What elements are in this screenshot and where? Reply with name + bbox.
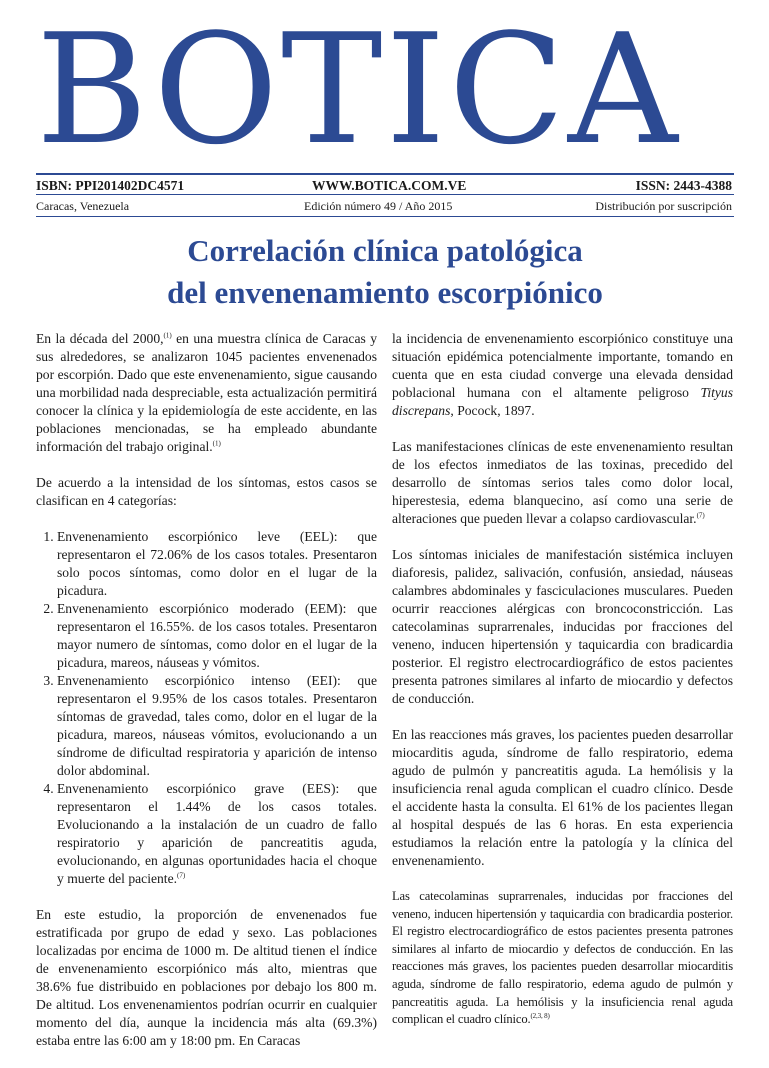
citation-ref: (7)	[177, 871, 186, 880]
citation-ref: (2,3, 8)	[530, 1011, 550, 1020]
website-link[interactable]: WWW.BOTICA.COM.VE	[312, 178, 467, 193]
isbn-label: ISBN: PPI201402DC4571	[36, 178, 185, 193]
article-title-line-2: del envenenamiento escorpiónico	[167, 275, 603, 310]
incidence-paragraph	[392, 330, 733, 420]
info-bar	[36, 173, 734, 195]
study-paragraph: En este estudio, la proporción de envenenados fue estratificada por grupo de edad y sexo. Las poblaciones localizadas por encima de 1000 m. De altitud tienen el índice de envenenamiento escorpiónico más alto, mientras que 38.6% fue distribuido en poblaciones por debajo los 800 m. De altitud. Los envenenamientos podrían ocurrir en cualquier momento del día, aunque la incidencia más alta (69.3%) estaba entre las 6:00 am y 18:00 pm. En Caracas	[36, 907, 377, 1048]
incidence-text-a: la incidencia de envenenamiento escorpiónico constituye una situación epidémica potencialmente importante, tomando en cuenta que en esta ciudad converge una elevada densidad poblacional humana con el altamente peligroso	[392, 331, 733, 400]
symptoms-paragraph: Los síntomas iniciales de manifestación sistémica incluyen diaforesis, palidez, salivación, confusión, ansiedad, náuseas calambres abdominales y fasciculaciones musculares. Pueden ocurrir reacciones alérgicas con broncoconstricción. Las catecolaminas suprarrenales, inducidas por fracciones del veneno, inducen hipertensión y taquicardia con bradicardia posterior. El registro electrocardiográfico de estos pacientes presenta patrones similares al infarto de miocardio y defectos de conducción.	[392, 547, 733, 706]
masthead-title: BOTICA	[36, 1, 681, 178]
citation-ref: (1)	[163, 331, 172, 340]
categories-intro: De acuerdo a la intensidad de los síntomas, estos casos se clasifican en 4 categorías:	[36, 475, 377, 508]
list-item	[57, 780, 377, 888]
list-item-text: Envenenamiento escorpiónico grave (EES): que representaron el 1.44% de los casos totales. Evolucionando a la instalación de un cuadro de fallo respiratorio y aparición de pancreatitis aguda, evolucionando, en algunas oportunidades hacia el choque y muerte del paciente.	[57, 781, 377, 886]
edition-label: Edición número 49 / Año 2015	[304, 199, 453, 213]
list-item: 1. Envenenamiento escorpiónico leve (EEL): que representaron el 72.06% de los casos totales. Presentaron solo pocos síntomas, como dolor en el lugar de la picadura.	[57, 528, 377, 600]
manifestations-text: Las manifestaciones clínicas de este envenenamiento resultan de los efectos inmediatos de las toxinas, precedido del desarrollo de síntomas serios tales como dolor local, hiperestesia, edema blanquecino, así como una serie de alteraciones que pueden llevar a colapso cardiovascular.	[392, 439, 733, 526]
left-column	[36, 330, 377, 1068]
issn-label: ISSN: 2443-4388	[635, 178, 732, 193]
location-label: Caracas, Venezuela	[36, 199, 130, 213]
intro-paragraph	[36, 330, 377, 456]
catecholamines-text: Las catecolaminas suprarrenales, inducidas por fracciones del veneno, inducen hipertensión y taquicardia con bradicardia posterior. El registro electrocardiográfico de estos pacientes presenta patrones similares al infarto de miocardio y defectos de conducción. En las reacciones más graves, los pacientes pueden desarrollar miocarditis aguda, síndrome de fallo respiratorio, edema agudo de pulmón y pancreatitis aguda. La hemólisis y la insuficiencia renal aguda complican el cuadro clínico.	[392, 889, 733, 1027]
article-title-line-1: Correlación clínica patológica	[187, 233, 583, 268]
right-column	[392, 330, 733, 1047]
intro-text-b: en una muestra clínica de Caracas y sus alrededores, se analizaron 1045 pacientes envenenados por escorpión. Dado que este envenenamiento, sigue causando una morbilidad nada despreciable, esta actualización permitirá conocer la clínica y la epidemiología de este accidente, en las poblaciones mencionadas, se ha empleado abundante información del trabajo original.	[36, 331, 377, 454]
manifestations-paragraph	[392, 438, 733, 528]
category-list	[36, 528, 377, 888]
article-title	[36, 230, 734, 314]
incidence-text-b: , Pocock, 1897.	[450, 403, 535, 418]
severe-reactions-paragraph: En las reacciones más graves, los pacientes pueden desarrollar miocarditis aguda, síndrome de fallo respiratorio, edema agudo de pulmón y pancreatitis aguda. La hemólisis y la insuficiencia renal aguda complican el cuadro clínico. Desde el accidente hasta la consulta. El 61% de los pacientes llegan al hospital después de las 6 horas. En esta experiencia estudiamos la relación entre la patología y la clínica del envenenamiento.	[392, 727, 733, 868]
edition-bar	[36, 196, 734, 217]
distribution-label: Distribución por suscripción	[595, 199, 732, 213]
list-item: 2. Envenenamiento escorpiónico moderado (EEM): que representaron el 16.55%. de los casos totales. Presentaron mayor numero de síntomas, como dolor en el lugar de la picadura, mareos, náuseas y vómitos.	[57, 600, 377, 672]
citation-ref: (1)	[212, 439, 221, 448]
citation-ref: (7)	[696, 511, 705, 520]
species-name: Tityus discrepans	[392, 385, 733, 418]
intro-text-a: En la década del 2000,	[36, 331, 164, 346]
list-item: 3. Envenenamiento escorpiónico intenso (EEI): que representaron el 9.95% de los casos totales. Presentaron síntomas de gravedad, tales como, dolor en el lugar de la picadura, mareos, náuseas vómitos, evolucionando a un síndrome de dificultad respiratoria y aparición de intenso dolor abdominal.	[57, 672, 377, 780]
catecholamines-paragraph	[392, 888, 733, 1029]
